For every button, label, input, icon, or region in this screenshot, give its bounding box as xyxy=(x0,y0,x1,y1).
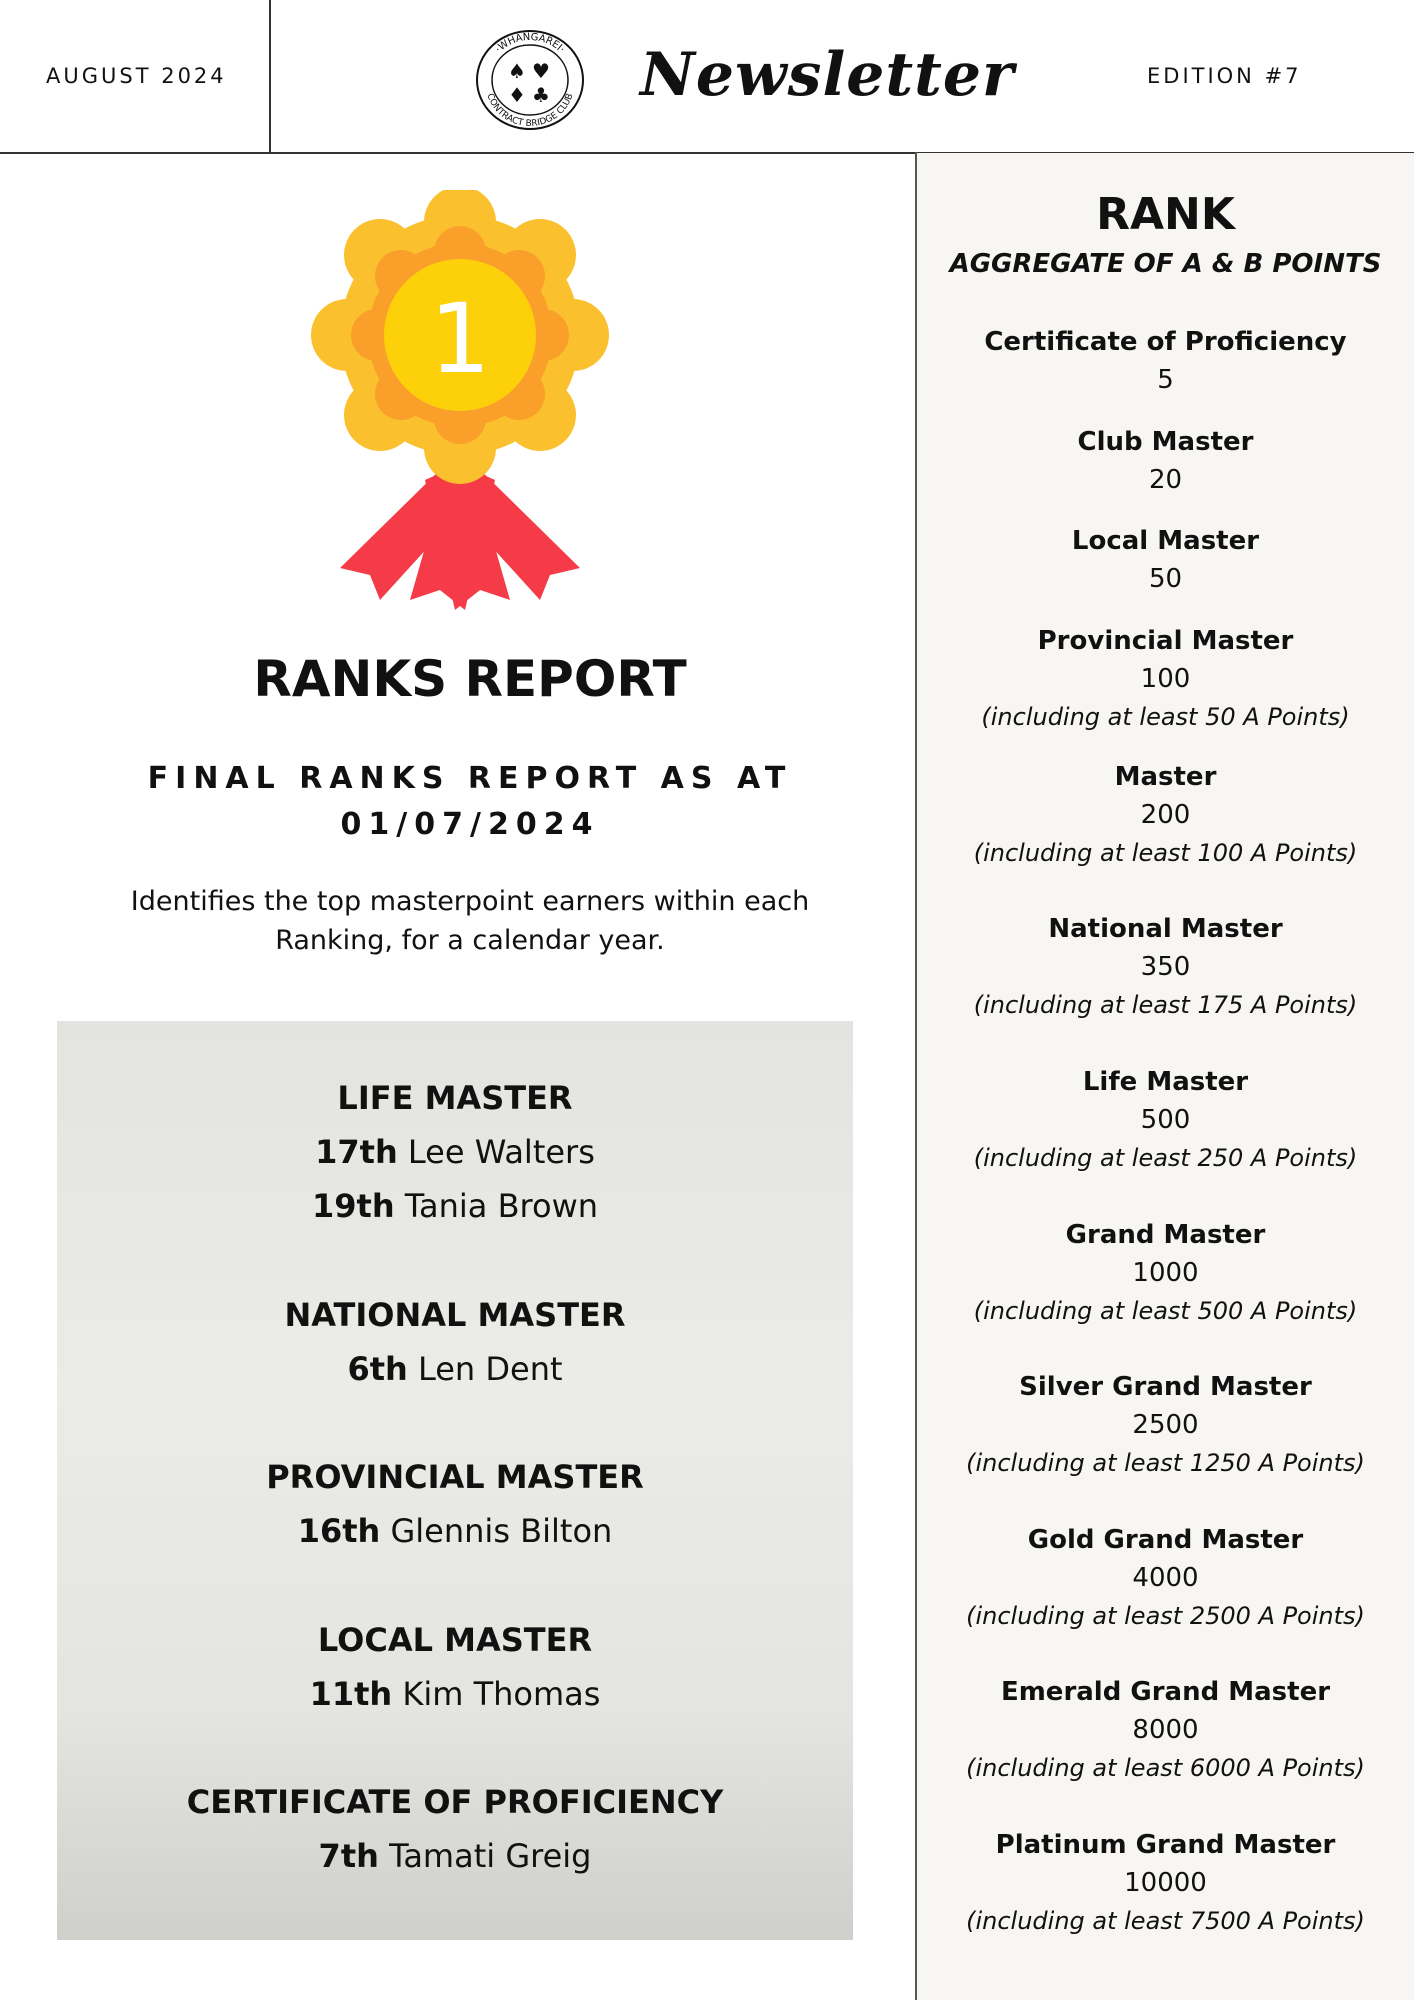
report-description xyxy=(70,882,870,960)
rank-points: 100 xyxy=(1140,664,1191,694)
entry-name: Lee Walters xyxy=(407,1133,595,1171)
rank-points: 20 xyxy=(1148,465,1183,495)
rank-group-life-master xyxy=(57,1071,853,1233)
entry-name: Len Dent xyxy=(417,1350,563,1388)
rank-note: (including at least 2500 A Points) xyxy=(966,1602,1365,1630)
svg-text:♠: ♠ xyxy=(508,59,526,83)
rank-note: (including at least 1250 A Points) xyxy=(966,1449,1365,1477)
rank-name: Certificate of Proficiency xyxy=(984,327,1347,357)
rank-name: Emerald Grand Master xyxy=(1000,1677,1331,1707)
rank-entry xyxy=(57,1504,853,1558)
newsletter-header xyxy=(0,0,1414,154)
rank-name: Gold Grand Master xyxy=(1027,1525,1304,1555)
rank-note: (including at least 500 A Points) xyxy=(973,1297,1358,1325)
description-line2: Ranking, for a calendar year. xyxy=(275,925,665,956)
rank-points: 1000 xyxy=(1132,1258,1199,1288)
rank-name: Silver Grand Master xyxy=(1019,1372,1312,1402)
group-heading: PROVINCIAL MASTER xyxy=(266,1458,644,1496)
entry-name: Glennis Bilton xyxy=(390,1512,613,1550)
rank-entry xyxy=(57,1829,853,1883)
first-place-medal-icon xyxy=(300,190,620,610)
rank-name: Club Master xyxy=(1077,427,1254,457)
rank-points: 2500 xyxy=(1132,1410,1199,1440)
rank-note: (including at least 100 A Points) xyxy=(973,839,1358,867)
rank-points: 5 xyxy=(1157,365,1174,395)
entry-place: 11th xyxy=(309,1675,393,1713)
rank-requirement xyxy=(917,1673,1414,1787)
group-heading: NATIONAL MASTER xyxy=(284,1296,626,1334)
rank-group-national-master xyxy=(57,1288,853,1396)
rank-requirement xyxy=(917,1216,1414,1330)
rank-points: 4000 xyxy=(1132,1563,1199,1593)
rank-note: (including at least 50 A Points) xyxy=(981,703,1350,731)
rank-requirement xyxy=(917,758,1414,872)
rank-requirement xyxy=(917,1826,1414,1940)
svg-text:·WHANGAREI·: ·WHANGAREI· xyxy=(493,31,567,56)
entry-place: 6th xyxy=(347,1350,408,1388)
group-heading: CERTIFICATE OF PROFICIENCY xyxy=(186,1783,724,1821)
entry-name: Tania Brown xyxy=(404,1187,599,1225)
rank-group-certificate xyxy=(57,1775,853,1883)
rank-group-provincial-master xyxy=(57,1450,853,1558)
rank-entry xyxy=(57,1179,853,1233)
rank-note: (including at least 7500 A Points) xyxy=(966,1907,1365,1935)
svg-text:♦: ♦ xyxy=(508,83,526,107)
rank-requirement xyxy=(917,622,1414,736)
rank-entry xyxy=(57,1342,853,1396)
rank-entry xyxy=(57,1667,853,1721)
issue-date: AUGUST 2024 xyxy=(46,64,227,88)
rank-note: (including at least 6000 A Points) xyxy=(966,1754,1365,1782)
rank-points: 8000 xyxy=(1132,1715,1199,1745)
entry-name: Tamati Greig xyxy=(389,1837,592,1875)
svg-text:♥: ♥ xyxy=(532,59,550,83)
club-logo xyxy=(474,28,586,132)
sidebar-subtitle: AGGREGATE OF A & B POINTS xyxy=(949,249,1382,279)
rank-name: Life Master xyxy=(1082,1067,1249,1097)
group-heading: LIFE MASTER xyxy=(337,1079,573,1117)
edition-number: EDITION #7 xyxy=(1147,64,1302,88)
ranks-report-title: RANKS REPORT xyxy=(253,650,687,708)
newsletter-title: Newsletter xyxy=(640,40,1015,110)
rank-points: 350 xyxy=(1140,952,1191,982)
entry-place: 19th xyxy=(311,1187,395,1225)
rank-points: 10000 xyxy=(1124,1868,1207,1898)
rank-name: Platinum Grand Master xyxy=(995,1830,1336,1860)
rank-requirement xyxy=(917,1368,1414,1482)
report-subtitle-line1: FINAL RANKS REPORT AS AT xyxy=(147,761,793,796)
svg-text:1: 1 xyxy=(429,283,491,395)
ranks-report-panel xyxy=(57,1021,853,1940)
svg-text:♣: ♣ xyxy=(532,83,550,107)
rank-requirement xyxy=(917,1063,1414,1177)
rank-name: Grand Master xyxy=(1065,1220,1266,1250)
description-line1: Identifies the top masterpoint earners within each xyxy=(130,886,810,917)
rank-name: National Master xyxy=(1048,914,1283,944)
rank-points: 500 xyxy=(1140,1105,1191,1135)
group-heading: LOCAL MASTER xyxy=(317,1621,593,1659)
rank-requirement xyxy=(917,1521,1414,1635)
rank-note: (including at least 250 A Points) xyxy=(973,1144,1358,1172)
report-subtitle xyxy=(130,756,810,848)
rank-requirement xyxy=(917,910,1414,1024)
entry-place: 17th xyxy=(315,1133,398,1171)
sidebar-title: RANK xyxy=(1096,189,1235,240)
rank-group-local-master xyxy=(57,1613,853,1721)
rank-requirement xyxy=(917,522,1414,598)
header-divider xyxy=(269,0,271,152)
rank-requirement xyxy=(917,323,1414,399)
rank-requirement xyxy=(917,423,1414,499)
entry-place: 7th xyxy=(318,1837,379,1875)
entry-place: 16th xyxy=(297,1512,381,1550)
rank-name: Local Master xyxy=(1071,526,1260,556)
rank-points: 200 xyxy=(1140,800,1191,830)
rank-note: (including at least 175 A Points) xyxy=(973,991,1358,1019)
svg-text:CONTRACT BRIDGE CLUB: CONTRACT BRIDGE CLUB xyxy=(484,92,576,130)
rank-name: Provincial Master xyxy=(1037,626,1294,656)
rank-points: 50 xyxy=(1148,564,1183,594)
rank-requirements-sidebar xyxy=(917,153,1414,2000)
entry-name: Kim Thomas xyxy=(402,1675,601,1713)
rank-name: Master xyxy=(1114,762,1217,792)
rank-entry xyxy=(57,1125,853,1179)
report-date: 01/07/2024 xyxy=(340,807,600,842)
